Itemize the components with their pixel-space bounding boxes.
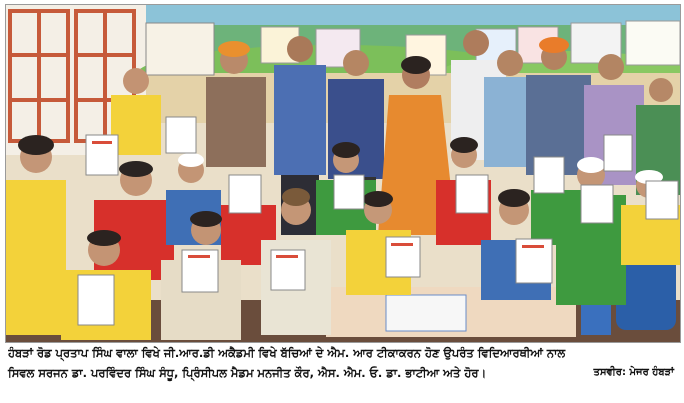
caption-line-1: ਹੰਬੜਾਂ ਰੋਡ ਪ੍ਰਤਾਪ ਸਿੰਘ ਵਾਲਾ ਵਿਖੇ ਜੀ.ਆਰ.ਡੀ ਅਕੈਡਮੀ ਵਿਖੇ ਬੱਚਿਆਂ ਦੇ ਐਮ. ਆਰ ਟੀਕਾਕਰਨ ਹੋਣ ਉਪਰੰਤ ਵਿਦਿਆਰਥੀਆਂ ਨਾਲ bbox=[8, 346, 566, 360]
caption-line-2: ਸਿਵਲ ਸਰਜਨ ਡਾ. ਪਰਵਿੰਦਰ ਸਿੰਘ ਸੰਧੂ, ਪ੍ਰਿੰਸੀਪਲ ਮੈਡਮ ਮਨਜੀਤ ਕੌਰ, ਐਸ. ਐਮ. ਓ. ਡਾ. ਭਾਟੀਆ ਅਤੇ ਹੋਰ। bbox=[8, 366, 487, 380]
group-photo bbox=[5, 4, 681, 343]
caption-row-2 bbox=[8, 363, 678, 383]
photo-caption bbox=[8, 343, 678, 383]
desk-papers bbox=[386, 295, 466, 331]
photo-scene bbox=[6, 5, 680, 342]
photo-credit: ਤਸਵੀਰ: ਮੇਜਰ ਹੰਬੜਾਂ bbox=[593, 367, 674, 378]
